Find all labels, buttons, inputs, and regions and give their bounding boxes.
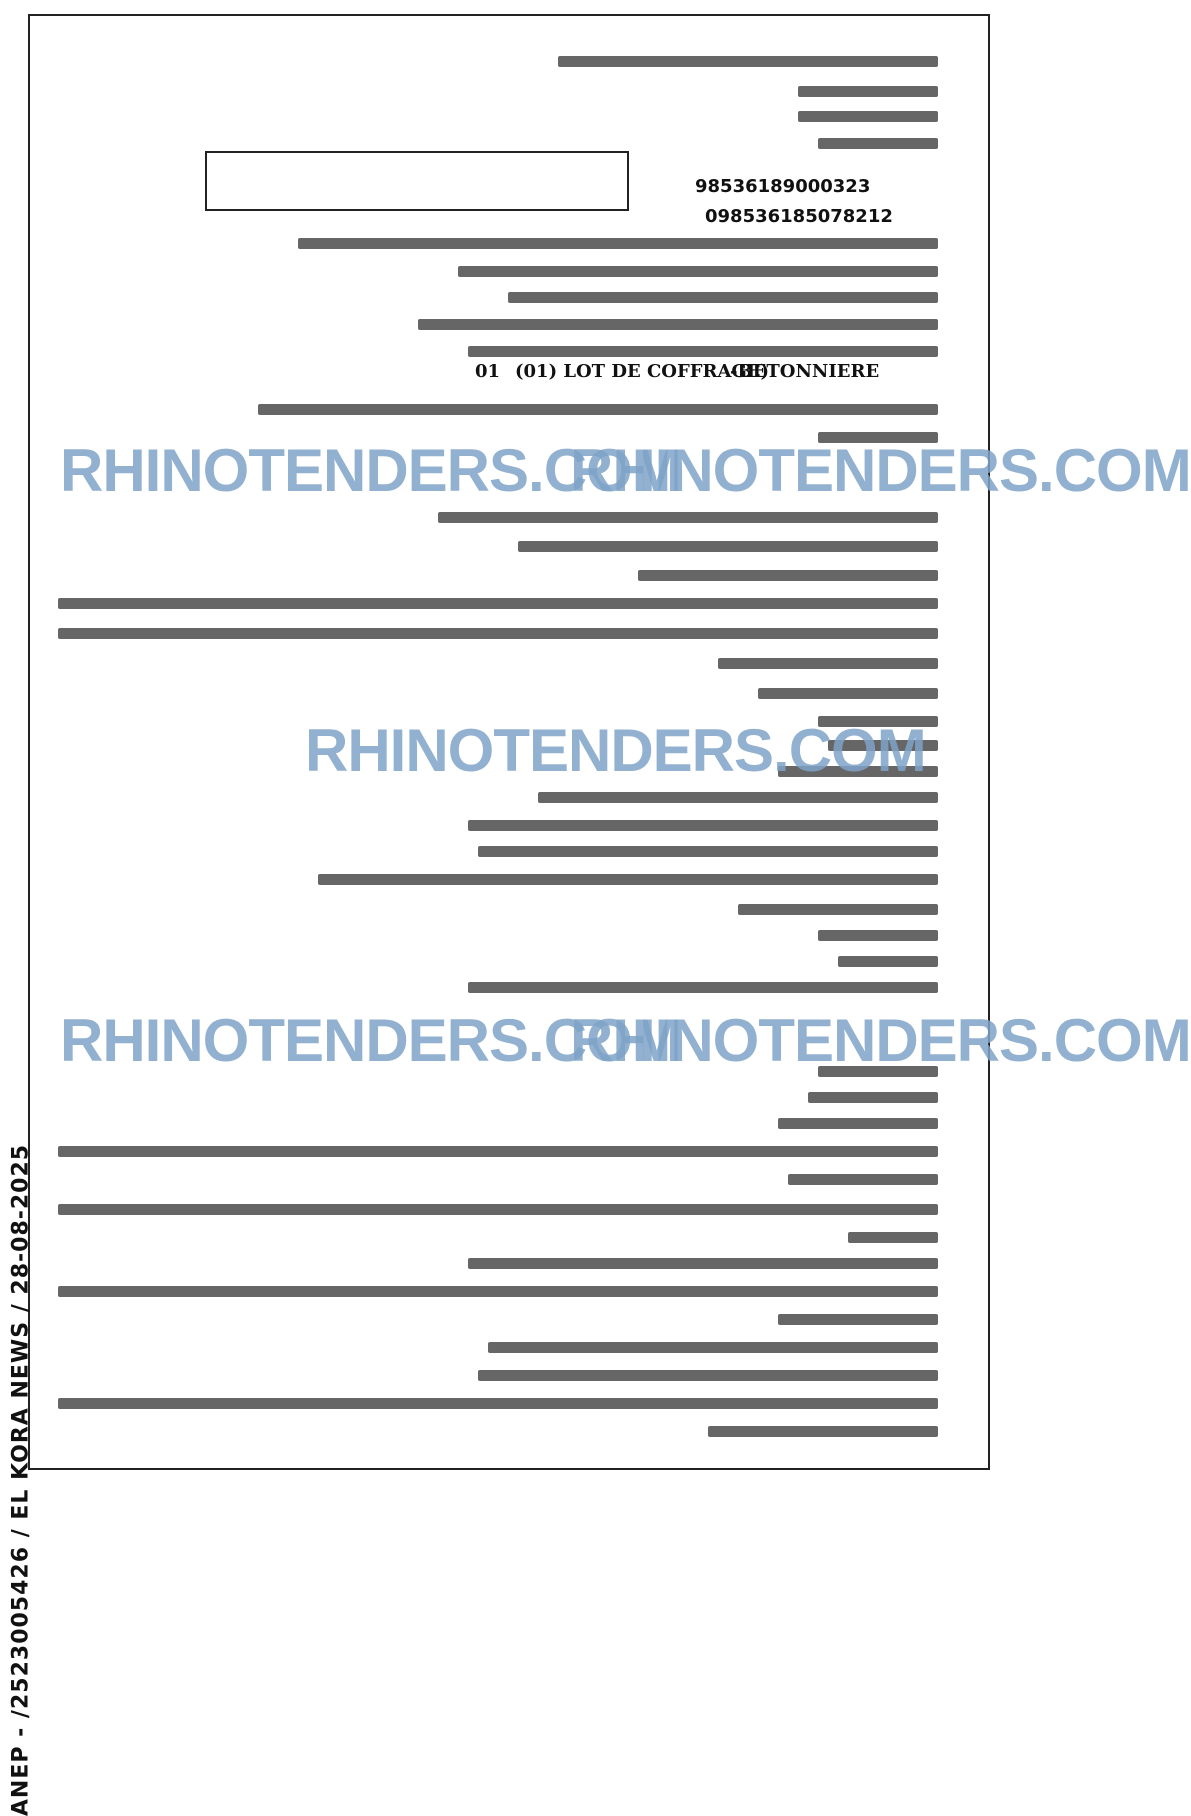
watermark: RHINOTENDERS.COM (60, 1007, 681, 1074)
text-line (58, 628, 938, 639)
text-line (438, 512, 938, 523)
text-line (758, 688, 938, 699)
text-line (478, 846, 938, 857)
text-line (488, 1342, 938, 1353)
text-line (848, 1232, 938, 1243)
text-line (418, 319, 938, 330)
text-line (818, 138, 938, 149)
watermark: RHINOTENDERS.COM (570, 437, 1191, 504)
text-line (298, 238, 938, 249)
text-line (718, 658, 938, 669)
text-line (58, 1204, 938, 1215)
lot-count: 01 (475, 361, 501, 382)
text-line (458, 266, 938, 277)
text-line (468, 1258, 938, 1269)
text-line (798, 111, 938, 122)
title-box (205, 151, 629, 211)
text-line (778, 1314, 938, 1325)
text-line (468, 820, 938, 831)
stat-id: 098536185078212 (705, 206, 893, 227)
text-line (738, 904, 938, 915)
document-page (28, 14, 1191, 1470)
watermark: RHINOTENDERS.COM (570, 1007, 1191, 1074)
fiscal-id: 98536189000323 (695, 176, 871, 197)
text-line (798, 86, 938, 97)
text-line (468, 346, 938, 357)
text-line (808, 1092, 938, 1103)
text-line (538, 792, 938, 803)
text-line (838, 956, 938, 967)
text-line (508, 292, 938, 303)
side-strip (0, 700, 42, 1816)
watermark: RHINOTENDERS.COM (60, 437, 681, 504)
text-line (778, 1118, 938, 1129)
text-line (638, 570, 938, 581)
text-line (468, 982, 938, 993)
text-line (708, 1426, 938, 1437)
watermark: RHINOTENDERS.COM (305, 717, 926, 784)
text-line (258, 404, 938, 415)
side-credit: ANEP - /2523005426 / EL KORA NEWS / 28-08-2025 (8, 1143, 34, 1816)
text-line (558, 56, 938, 67)
text-line (478, 1370, 938, 1381)
text-line (58, 1398, 938, 1409)
lot-coffrage: (01) LOT DE COFFRAGE) (515, 361, 770, 382)
text-line (818, 930, 938, 941)
text-line (788, 1174, 938, 1185)
text-line (58, 598, 938, 609)
text-line (318, 874, 938, 885)
text-line (58, 1146, 938, 1157)
text-line (518, 541, 938, 552)
betonniere: -BETONNIERE (730, 361, 880, 382)
text-line (58, 1286, 938, 1297)
